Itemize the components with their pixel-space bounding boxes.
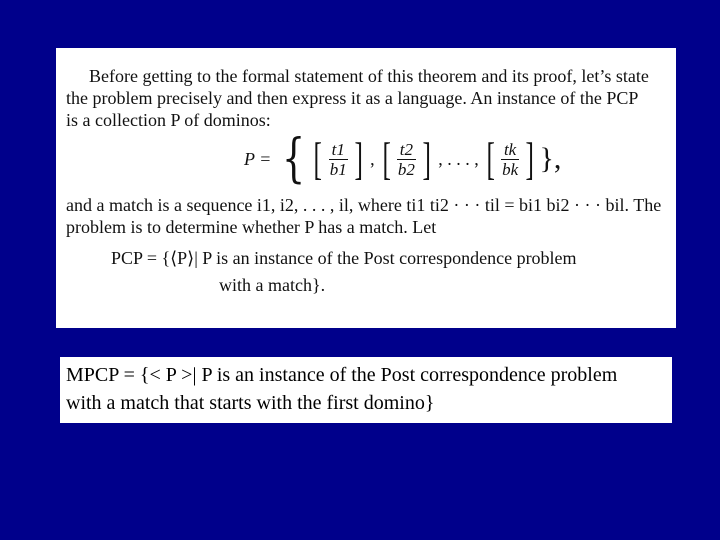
pcp-definition-line1: PCP = {⟨P⟩| P is an instance of the Post correspondence problem <box>111 248 577 268</box>
close-bracket: ] <box>354 133 363 184</box>
paragraph-line: is a collection P of dominos: <box>66 110 271 130</box>
paragraph-line: the problem precisely and then express it as a language. An instance of the PCP <box>66 88 639 108</box>
paragraph-line: Before getting to the formal statement of this theorem and its proof, let’s state <box>89 66 649 86</box>
mpcp-definition-box <box>60 357 672 423</box>
domino-top: t1 <box>329 140 348 160</box>
domino-bottom: b1 <box>329 159 347 179</box>
paragraph-line: and a match is a sequence i1, i2, . . . , il, where ti1 ti2 · · · til = bi1 bi2 · · · bil. The <box>66 195 662 215</box>
pcp-set-formula <box>244 129 562 189</box>
domino-bottom: bk <box>502 159 519 179</box>
formula-lhs: P = <box>244 148 272 169</box>
domino-1 <box>327 140 350 179</box>
domino-top: t2 <box>397 140 416 160</box>
close-bracket: ] <box>422 133 431 184</box>
domino-2 <box>395 140 418 179</box>
pcp-definition-line2: with a match}. <box>219 275 326 295</box>
mpcp-definition-line1: MPCP = {< P >| P is an instance of the Post correspondence problem <box>66 364 618 386</box>
close-bracket: ] <box>525 133 534 184</box>
open-bracket: [ <box>382 133 391 184</box>
ellipsis: , . . . , <box>438 148 479 169</box>
mpcp-definition-line2: with a match that starts with the first domino} <box>66 392 435 414</box>
open-brace: { <box>282 129 306 189</box>
textbook-excerpt <box>56 48 676 328</box>
domino-top: tk <box>501 140 519 160</box>
open-bracket: [ <box>486 133 495 184</box>
open-bracket: [ <box>313 133 323 184</box>
domino-bottom: b2 <box>397 159 415 179</box>
separator: , <box>370 148 375 169</box>
paragraph-line: problem is to determine whether P has a match. Let <box>66 217 437 237</box>
formula-end: }, <box>539 142 562 175</box>
domino-k <box>499 140 521 179</box>
